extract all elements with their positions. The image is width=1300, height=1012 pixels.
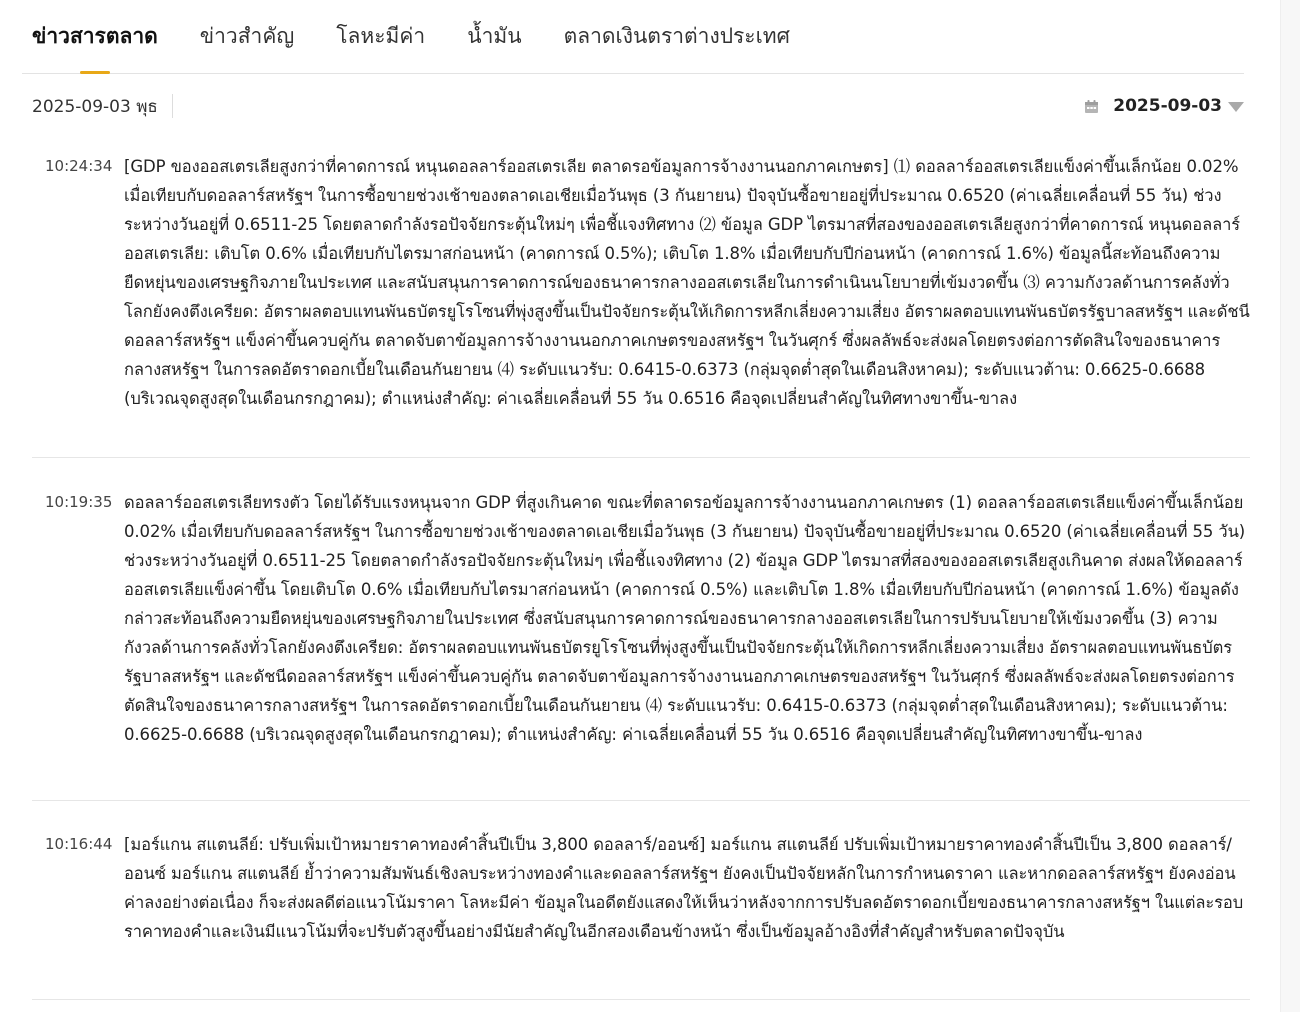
current-date-group — [32, 93, 173, 120]
tab-label: ตลาดเงินตราต่างประเทศ — [563, 23, 790, 48]
date-bar — [22, 74, 1244, 138]
news-item[interactable] — [32, 801, 1250, 1000]
news-item[interactable] — [32, 458, 1250, 801]
tab-market-news[interactable] — [22, 0, 168, 73]
date-picker-value: 2025-09-03 — [1113, 96, 1222, 116]
caret-down-icon[interactable] — [1228, 102, 1244, 112]
scroll-gutter — [1280, 0, 1300, 1012]
news-time: 10:16:44 — [45, 835, 113, 853]
news-text: ดอลลาร์ออสเตรเลียทรงตัว โดยได้รับแรงหนุนจาก GDP ที่สูงเกินคาด ขณะที่ตลาดรอข้อมูลการจ้างงานนอกภาคเกษตร (1) ดอลลาร์ออสเตรเลียแข็งค่าขึ้นเล็กน้อย 0.02% เมื่อเทียบกับดอลลาร์สหรัฐฯ ในการซื้อขายช่วงเช้าของตลาดเอเชียเมื่อวันพุธ (3 กันยายน) ปัจจุบันซื้อขายอยู่ที่ประมาณ 0.6520 (ค่าเฉลี่ยเคลื่อนที่ 55 วัน) ช่วงระหว่างวันอยู่ที่ 0.6511-25 โดยตลาดกำลังรอปัจจัยกระตุ้นใหม่ๆ เพื่อชี้แจงทิศทาง (2) ข้อมูล GDP ไตรมาสที่สองของออสเตรเลียสูงเกินคาด ส่งผลให้ดอลลาร์ออสเตรเลียแข็งค่าขึ้น โดยเติบโต 0.6% เมื่อเทียบกับไตรมาสก่อนหน้า (คาดการณ์ 0.5%) และเติบโต 1.8% เมื่อเทียบกับปีก่อนหน้า (คาดการณ์ 1.6%) ข้อมูลดังกล่าวสะท้อนถึงความยืดหยุ่นของเศรษฐกิจภายในประเทศ ซึ่งสนับสนุนการคาดการณ์ของธนาคารกลางออสเตรเลียในการปรับนโยบายให้เข้มงวดขึ้น (3) ความกังวลด้านการคลังทั่วโลกยังคงตึงเครียด: อัตราผลตอบแทนพันธบัตรยูโรโซนที่พุ่งสูงขึ้นเป็นปัจจัยกระตุ้นให้เกิดการหลีกเลี่ยงความเสี่ยง อัตราผลตอบแทนพันธบัตรรัฐบาลสหรัฐฯ และดัชนีดอลลาร์สหรัฐฯ แข็งค่าขึ้นควบคู่กัน ตลาดจับตาข้อมูลการจ้างงานนอกภาคเกษตรของสหรัฐฯ ในวันศุกร์ ซึ่งผลลัพธ์จะส่งผลโดยตรงต่อการตัดสินใจของธนาคารกลางสหรัฐฯ ในการลดอัตราดอกเบี้ยในเดือนกันยายน ⑷ ระดับแนวรับ: 0.6415-0.6373 (กลุ่มจุดต่ำสุดในเดือนสิงหาคม); ระดับแนวต้าน: 0.6625-0.6688 (บริเวณจุดสูงสุดในเดือนกรกฎาคม); ตำแหน่งสำคัญ: ค่าเฉลี่ยเคลื่อนที่ 55 วัน 0.6516 คือจุดเปลี่ยนสำคัญในทิศทางขาขึ้น-ขาลง — [124, 493, 1246, 744]
calendar-icon — [1084, 99, 1099, 114]
date-picker[interactable] — [1084, 96, 1244, 116]
date-divider — [172, 94, 173, 118]
current-date: 2025-09-03 พุธ — [32, 96, 158, 117]
active-tab-indicator — [80, 71, 110, 74]
news-item[interactable] — [32, 138, 1250, 458]
tab-label: โลหะมีค่า — [336, 23, 426, 48]
news-text: [GDP ของออสเตรเลียสูงกว่าที่คาดการณ์ หนุนดอลลาร์ออสเตรเลีย ตลาดรอข้อมูลการจ้างงานนอกภาคเกษตร] ⑴ ดอลลาร์ออสเตรเลียแข็งค่าขึ้นเล็กน้อย 0.02% เมื่อเทียบกับดอลลาร์สหรัฐฯ ในการซื้อขายช่วงเช้าของตลาดเอเชียเมื่อวันพุธ (3 กันยายน) ปัจจุบันซื้อขายอยู่ที่ประมาณ 0.6520 (ค่าเฉลี่ยเคลื่อนที่ 55 วัน) ช่วงระหว่างวันอยู่ที่ 0.6511-25 โดยตลาดกำลังรอปัจจัยกระตุ้นใหม่ๆ เพื่อชี้แจงทิศทาง ⑵ ข้อมูล GDP ไตรมาสที่สองของออสเตรเลียสูงกว่าที่คาดการณ์ หนุนดอลลาร์ออสเตรเลีย: เติบโต 0.6% เมื่อเทียบกับไตรมาสก่อนหน้า (คาดการณ์ 0.5%); เติบโต 1.8% เมื่อเทียบกับปีก่อนหน้า (คาดการณ์ 1.6%) ข้อมูลนี้สะท้อนถึงความยืดหยุ่นของเศรษฐกิจภายในประเทศ และสนับสนุนการคาดการณ์ของธนาคารกลางออสเตรเลียในการดำเนินนโยบายที่เข้มงวดขึ้น ⑶ ความกังวลด้านการคลังทั่วโลกยังคงตึงเครียด: อัตราผลตอบแทนพันธบัตรยูโรโซนที่พุ่งสูงขึ้นเป็นปัจจัยกระตุ้นให้เกิดการหลีกเลี่ยงความเสี่ยง อัตราผลตอบแทนพันธบัตรรัฐบาลสหรัฐฯ และดัชนีดอลลาร์สหรัฐฯ แข็งค่าขึ้นควบคู่กัน ตลาดจับตาข้อมูลการจ้างงานนอกภาคเกษตรของสหรัฐฯ ในวันศุกร์ ซึ่งผลลัพธ์จะส่งผลโดยตรงต่อการตัดสินใจของธนาคารกลางสหรัฐฯ ในการลดอัตราดอกเบี้ยในเดือนกันยายน ⑷ ระดับแนวรับ: 0.6415-0.6373 (กลุ่มจุดต่ำสุดในเดือนสิงหาคม); ระดับแนวต้าน: 0.6625-0.6688 (บริเวณจุดสูงสุดในเดือนกรกฎาคม); ตำแหน่งสำคัญ: ค่าเฉลี่ยเคลื่อนที่ 55 วัน 0.6516 คือจุดเปลี่ยนสำคัญในทิศทางขาขึ้น-ขาลง — [124, 157, 1250, 408]
tab-forex[interactable] — [554, 0, 800, 73]
news-list — [32, 138, 1250, 1000]
tab-important-news[interactable] — [190, 0, 305, 73]
news-text: [มอร์แกน สแตนลีย์: ปรับเพิ่มเป้าหมายราคาทองคำสิ้นปีเป็น 3,800 ดอลลาร์/ออนซ์] มอร์แกน สแตนลีย์ ปรับเพิ่มเป้าหมายราคาทองคำสิ้นปีเป็น 3,800 ดอลลาร์/ออนซ์ มอร์แกน สแตนลีย์ ย้ำว่าความสัมพันธ์เชิงลบระหว่างทองคำและดอลลาร์สหรัฐฯ ยังคงเป็นปัจจัยหลักในการกำหนดราคา และหากดอลลาร์สหรัฐฯ ยังคงอ่อนค่าลงอย่างต่อเนื่อง ก็จะส่งผลดีต่อแนวโน้มราคา โลหะมีค่า ข้อมูลในอดีตยังแสดงให้เห็นว่าหลังจากการปรับลดอัตราดอกเบี้ยของธนาคารกลางสหรัฐฯ ในแต่ละรอบ ราคาทองคำและเงินมีแนวโน้มที่จะปรับตัวสูงขึ้นอย่างมีนัยสำคัญในอีกสองเดือนข้างหน้า ซึ่งเป็นข้อมูลอ้างอิงที่สำคัญสำหรับตลาดปัจจุบัน — [124, 835, 1244, 941]
tab-label: น้ำมัน — [467, 23, 522, 48]
category-tabs — [22, 0, 1244, 74]
tab-label: ข่าวสารตลาด — [32, 23, 158, 48]
news-time: 10:19:35 — [45, 493, 113, 511]
tab-precious-metals[interactable] — [326, 0, 435, 73]
tab-label: ข่าวสำคัญ — [199, 23, 295, 48]
tab-oil[interactable] — [457, 0, 531, 73]
news-time: 10:24:34 — [45, 157, 113, 175]
